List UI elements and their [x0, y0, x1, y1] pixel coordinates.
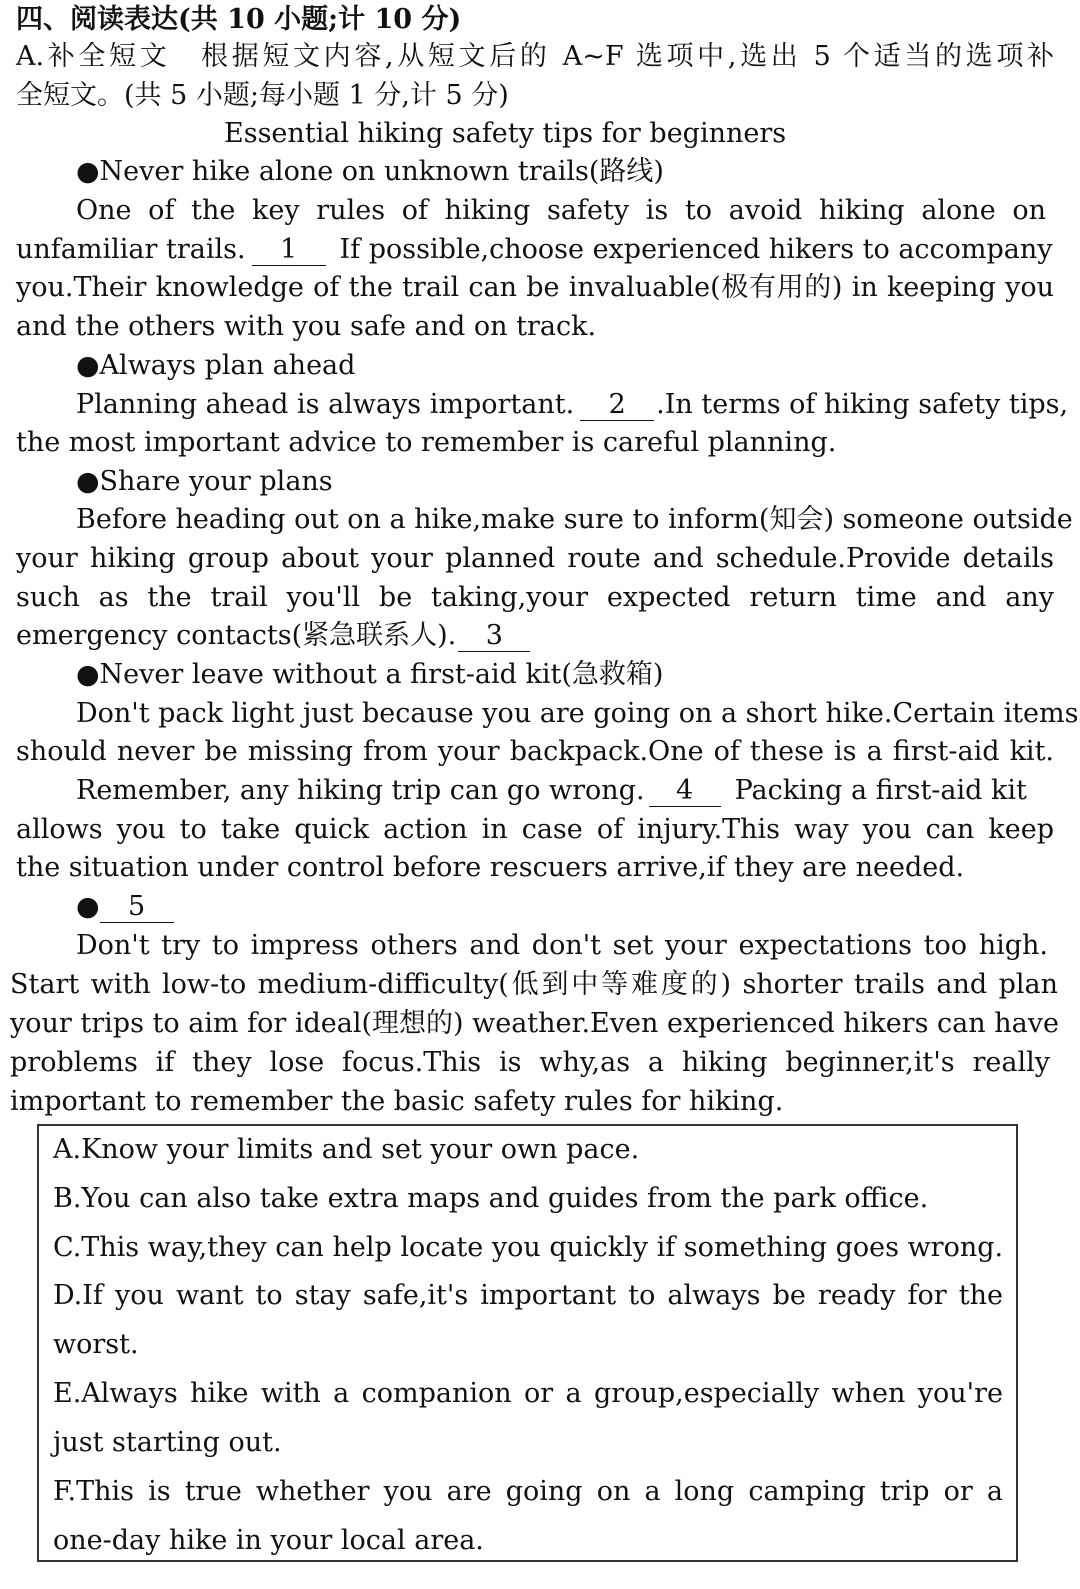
option-b[interactable]: B.You can also take extra maps and guides from the park office.: [53, 1183, 929, 1214]
blank-5[interactable]: 5: [100, 892, 174, 923]
p6-line-1: Don't try to impress others and don't set your expectations too high.: [76, 930, 1048, 961]
option-f-line-2[interactable]: one-day hike in your local area.: [53, 1525, 484, 1556]
p1-line-1: One of the key rules of hiking safety is to avoid hiking alone on: [76, 195, 1046, 226]
heading-4: ●Never leave without a first-aid kit(急救箱): [76, 659, 664, 690]
p5-line-1: Remember, any hiking trip can go wrong. 4 Packing a first-aid kit: [76, 775, 1027, 806]
blank-2[interactable]: 2: [580, 390, 654, 421]
option-a[interactable]: A.Know your limits and set your own pace.: [53, 1134, 640, 1165]
section-header: 四、阅读表达(共 10 小题;计 10 分): [16, 4, 462, 35]
p1-line-2: unfamiliar trails. 1 If possible,choose experienced hikers to accompany: [16, 234, 1053, 265]
p3-line-4: emergency contacts(紧急联系人). 3: [16, 616, 530, 655]
p2-line-2: the most important advice to remember is careful planning.: [16, 427, 837, 458]
instructions-line-2: 全短文。(共 5 小题;每小题 1 分,计 5 分): [16, 80, 509, 111]
p4-line-1: Don't pack light just because you are going on a short hike.Certain items: [76, 698, 1079, 729]
options-box: [37, 1124, 1018, 1562]
p1-line-4: and the others with you safe and on track.: [16, 311, 597, 342]
blank-1[interactable]: 1: [252, 235, 326, 266]
blank-3[interactable]: 3: [458, 621, 530, 652]
option-d-line-2[interactable]: worst.: [53, 1329, 139, 1360]
instructions-line-1: A.补全短文 根据短文内容,从短文后的 A~F 选项中,选出 5 个适当的选项补: [16, 41, 1054, 72]
heading-2: ●Always plan ahead: [76, 350, 356, 381]
p5-line-3: the situation under control before rescuers arrive,if they are needed.: [16, 852, 965, 883]
p3-line-1: Before heading out on a hike,make sure to inform(知会) someone outside: [76, 504, 1073, 535]
option-e-line-2[interactable]: just starting out.: [53, 1427, 282, 1458]
option-d-line-1[interactable]: D.If you want to stay safe,it's important to always be ready for the: [53, 1280, 1003, 1311]
p6-line-5: important to remember the basic safety rules for hiking.: [10, 1086, 784, 1117]
p6-line-4: problems if they lose focus.This is why,as a hiking beginner,it's really: [10, 1047, 1050, 1078]
bullet-icon: ●: [76, 891, 100, 922]
heading-3: ●Share your plans: [76, 466, 333, 497]
p6-line-2: Start with low-to medium-difficulty(低到中等难度的) shorter trails and plan: [10, 969, 1058, 1000]
option-c[interactable]: C.This way,they can help locate you quickly if something goes wrong.: [53, 1232, 1004, 1263]
p1-line-3: you.Their knowledge of the trail can be invaluable(极有用的) in keeping you: [16, 272, 1054, 303]
heading-5: [76, 887, 174, 926]
heading-1: ●Never hike alone on unknown trails(路线): [76, 156, 664, 187]
passage-title: Essential hiking safety tips for beginners: [224, 118, 787, 149]
p6-line-3: your trips to aim for ideal(理想的) weather.Even experienced hikers can have: [10, 1008, 1059, 1039]
option-e-line-1[interactable]: E.Always hike with a companion or a group,especially when you're: [53, 1378, 1003, 1409]
blank-4[interactable]: 4: [649, 776, 721, 807]
p3-line-3: such as the trail you'll be taking,your expected return time and any: [16, 582, 1054, 613]
p5-line-2: allows you to take quick action in case of injury.This way you can keep: [16, 814, 1054, 845]
p2-line-1: Planning ahead is always important. 2 .In terms of hiking safety tips,: [76, 389, 1069, 420]
p4-line-2: should never be missing from your backpack.One of these is a first-aid kit.: [16, 736, 1054, 767]
option-f-line-1[interactable]: F.This is true whether you are going on a long camping trip or a: [53, 1476, 1003, 1507]
p3-line-2: your hiking group about your planned route and schedule.Provide details: [16, 543, 1054, 574]
